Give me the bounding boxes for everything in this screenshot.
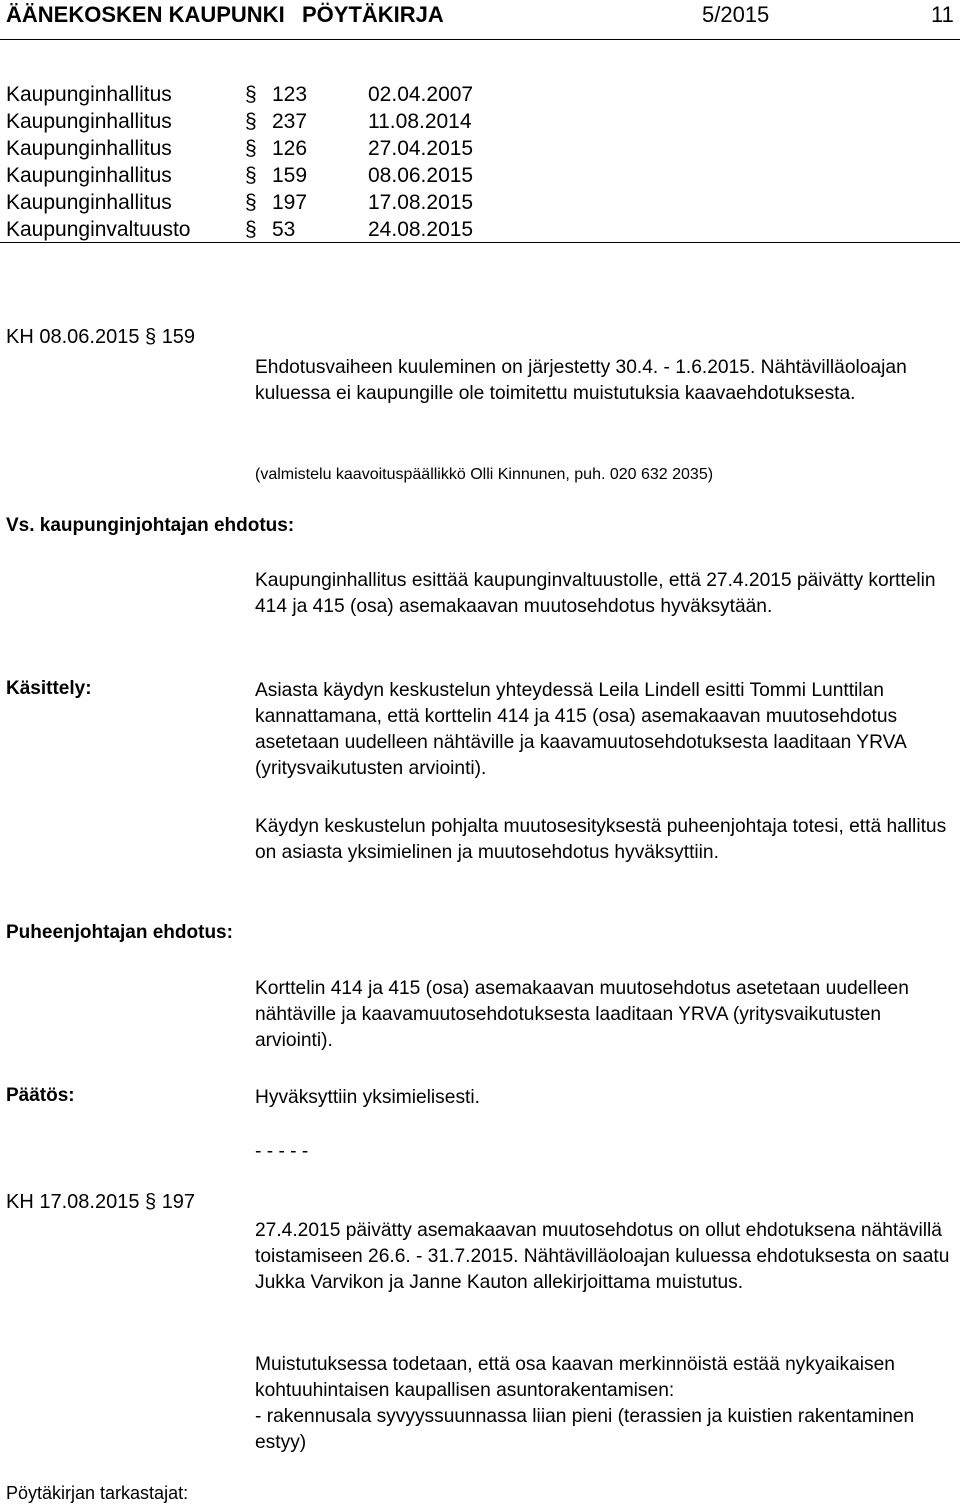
decision-text: Hyväksyttiin yksimielisesti. xyxy=(255,1087,480,1108)
section-sign-icon: § xyxy=(245,83,257,106)
reference-body: Kaupunginhallitus xyxy=(6,164,172,187)
reference-date: 02.04.2007 xyxy=(368,83,474,106)
reference-section: 53 xyxy=(272,218,296,241)
section-heading xyxy=(6,326,195,349)
decision-label: Päätös: xyxy=(6,1085,75,1106)
section-heading-number: 197 xyxy=(161,1191,196,1213)
handling-text-2: Käydyn keskustelun pohjalta muutosesityksestä puheenjohtaja totesi, että hallitus on asiasta yksimielinen ja muutosehdotus hyväksyttiin. xyxy=(255,816,947,863)
reference-body: Kaupunginhallitus xyxy=(6,83,172,106)
reference-divider xyxy=(0,242,960,243)
document-type: PÖYTÄKIRJA xyxy=(302,2,444,27)
reviewers-label: Pöytäkirjan tarkastajat: xyxy=(6,1483,189,1503)
separator: - - - - - xyxy=(255,1141,309,1162)
preparer-note: (valmistelu kaavoituspäällikkö Olli Kinnunen, puh. 020 632 2035) xyxy=(255,466,714,483)
reference-date: 27.04.2015 xyxy=(368,137,474,160)
section-sign-icon: § xyxy=(245,218,257,241)
reference-body: Kaupunginvaltuusto xyxy=(6,218,191,241)
section-sign-icon: § xyxy=(145,1191,162,1213)
section-heading-number: 159 xyxy=(161,326,196,348)
reference-row xyxy=(0,137,700,163)
reference-row xyxy=(0,191,700,217)
proposal-label: Vs. kaupunginjohtajan ehdotus: xyxy=(6,515,295,536)
section-sign-icon: § xyxy=(145,326,162,348)
reference-row xyxy=(0,218,700,244)
section-text: Ehdotusvaiheen kuuleminen on järjestetty 30.4. - 1.6.2015. Nähtävilläoloajan kuluessa ei kaupungille ole toimitettu muistutuksia kaavaehdotuksesta. xyxy=(255,357,907,404)
reference-section: 237 xyxy=(272,110,308,133)
section-text-2: Muistutuksessa todetaan, että osa kaavan merkinnöistä estää nykyaikaisen kohtuuhintaisen kaupallisen asuntorakentamisen: - rakennusala syvyyssuunnassa liian pieni (terassien ja kuistien rakentaminen estyy) xyxy=(255,1354,915,1453)
reference-date: 11.08.2014 xyxy=(368,110,472,133)
section-sign-icon: § xyxy=(245,191,257,214)
section-sign-icon: § xyxy=(245,110,257,133)
reference-section: 123 xyxy=(272,83,308,106)
reference-section: 126 xyxy=(272,137,308,160)
reference-row xyxy=(0,110,700,136)
reference-date: 08.06.2015 xyxy=(368,164,474,187)
reference-section: 159 xyxy=(272,164,308,187)
document-number: 5/2015 xyxy=(702,2,770,27)
chair-proposal-label: Puheenjohtajan ehdotus: xyxy=(6,922,233,943)
organization-name: ÄÄNEKOSKEN KAUPUNKI xyxy=(6,2,285,27)
section-heading xyxy=(6,1191,195,1214)
page-header xyxy=(0,0,960,30)
reference-date: 24.08.2015 xyxy=(368,218,474,241)
section-text-1: 27.4.2015 päivätty asemakaavan muutosehdotus on ollut ehdotuksena nähtävillä toistamiseen 26.6. - 31.7.2015. Nähtävilläoloajan kuluessa ehdotuksesta on saatu Jukka Varvikon ja Janne Kauton allekirjoittama muistutus. xyxy=(255,1220,950,1293)
section-sign-icon: § xyxy=(245,164,257,187)
page-number: 11 xyxy=(931,2,954,27)
proposal-text: Kaupunginhallitus esittää kaupunginvaltuustolle, että 27.4.2015 päivätty korttelin 414 ja 415 (osa) asemakaavan muutosehdotus hyväksytään. xyxy=(255,570,936,617)
header-divider xyxy=(0,39,960,40)
section-heading-prefix: KH 17.08.2015 xyxy=(6,1191,140,1213)
reference-body: Kaupunginhallitus xyxy=(6,137,172,160)
reference-row xyxy=(0,83,700,109)
section-sign-icon: § xyxy=(245,137,257,160)
reference-body: Kaupunginhallitus xyxy=(6,110,172,133)
reference-section: 197 xyxy=(272,191,308,214)
reference-row xyxy=(0,164,700,190)
handling-label: Käsittely: xyxy=(6,678,92,699)
reference-body: Kaupunginhallitus xyxy=(6,191,172,214)
reference-date: 17.08.2015 xyxy=(368,191,474,214)
section-heading-prefix: KH 08.06.2015 xyxy=(6,326,140,348)
handling-text-1: Asiasta käydyn keskustelun yhteydessä Leila Lindell esitti Tommi Lunttilan kannattamana, että korttelin 414 ja 415 (osa) asemakaavan muutosehdotus asetetaan uudelleen nähtäville ja kaavamuutosehdotuksesta laaditaan YRVA (yritysvaikutusten arviointi). xyxy=(255,680,906,779)
chair-proposal-text: Korttelin 414 ja 415 (osa) asemakaavan muutosehdotus asetetaan uudelleen nähtäville ja kaavamuutosehdotuksesta laaditaan YRVA (yritysvaikutusten arviointi). xyxy=(255,978,909,1051)
